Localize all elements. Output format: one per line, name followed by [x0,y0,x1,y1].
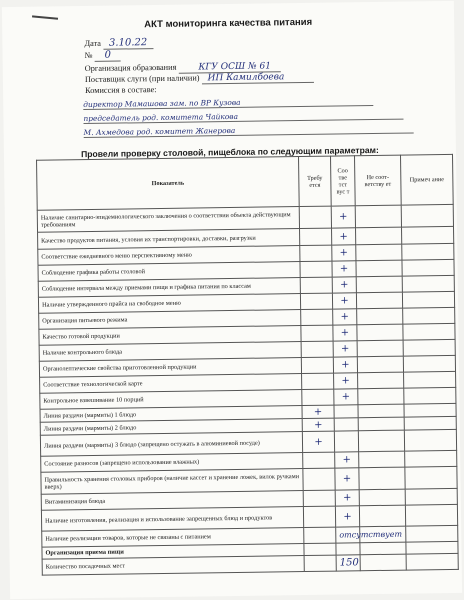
not-complies-cell [359,451,405,468]
row-label: Состояние разносов (запрещено использование влажных) [41,453,303,473]
not-complies-cell [356,292,402,309]
row-label: Соответствие технологической карте [40,374,302,394]
complies-cell: + [335,490,359,506]
complies-cell [334,405,358,418]
note-cell [403,323,455,340]
complies-cell: + [333,309,357,325]
date-value: 3.10.22 [103,37,153,50]
not-complies-cell [355,205,401,228]
row-label: Линия раздачи (мармиты) 1 блюдо [40,406,302,423]
row-label: Наличие утвержденного прайса на свободное меню [38,294,300,314]
note-cell [405,466,457,489]
inspection-table [36,154,459,576]
row-label: Наличие санитарно-эпидемиологического заключения о соответствии объекта действующим требованиям [37,207,299,233]
row-label: Правильность хранения столовых приборов (наличие кассет и хранение ложек, вилок ручками вверх) [41,469,303,495]
required-cell [303,452,335,468]
document-sheet [2,1,462,599]
row-label: Соблюдение интервала между приемами пищи и графика питания по классам [38,278,300,298]
required-cell [301,357,333,373]
not-complies-cell [360,554,406,571]
required-cell [302,373,334,389]
required-cell [304,527,336,543]
not-complies-cell [356,260,402,277]
note-cell [406,553,458,570]
required-cell [302,389,334,405]
not-complies-cell [358,417,404,431]
table-header-row [37,154,454,210]
complies-cell: + [333,357,357,373]
row-label: Органолептические свойства приготовленной продукции [39,358,301,378]
required-cell: + [302,405,334,418]
row-label: Соответствие ежедневного меню перспективному меню [38,246,300,266]
note-cell [403,339,455,356]
row-label: Линия раздачи (мармиты) 3 блюдо (запрещено остужать в алюминиевой посуде) [40,432,302,457]
required-cell [304,543,336,555]
column-header: Соо тве тст вус т [331,156,356,206]
row-label: Наличие реализации товаров, которые не связаны с питанием [42,528,304,548]
org-label: Организация образования [84,62,177,74]
complies-cell: + [331,206,355,228]
date-row [84,37,153,49]
not-complies-cell [358,388,404,405]
commission-line: директор Мамашова зам. по ВР Кузова [83,96,373,110]
column-header: Примеч ание [400,154,453,205]
complies-cell: + [333,325,357,341]
complies-cell: + [332,245,356,261]
required-cell: + [302,418,334,431]
required-cell [300,245,332,261]
required-cell [303,506,335,527]
note-cell [404,429,456,451]
note-cell [405,450,457,467]
not-complies-cell [358,430,404,452]
note-cell [403,355,455,372]
org-value: КГУ ОСШ № 61 [178,61,281,73]
row-label: Линия раздачи (мармиты) 2 блюдо [40,419,302,436]
complies-cell: + [335,452,359,468]
row-label: Организация питьевого режима [39,310,301,330]
number-label: № [84,50,93,61]
required-cell [301,309,333,325]
complies-cell [336,543,360,555]
row-label: Организация приема пищи [42,544,304,560]
note-cell [402,291,454,308]
note-cell [402,275,454,292]
required-cell [301,341,333,357]
complies-cell: + [332,228,356,245]
row-label: Наличие изготовления, реализация и использование запрещенных блюд и продуктов [41,507,303,532]
note-cell [405,504,457,526]
number-row [84,50,121,62]
supplier-value: ИП Камилбоева [202,72,315,85]
note-cell [404,387,456,404]
supplier-label: Поставщик слуги (при наличии) [84,73,200,85]
column-header: Показатель [37,157,300,211]
supplier-row [85,72,315,85]
note-cell [404,403,456,417]
complies-cell: + [334,373,358,389]
not-complies-cell [356,244,402,261]
required-cell: + [302,431,334,452]
note-cell [404,416,456,430]
not-complies-cell [356,227,402,245]
required-cell [300,261,332,277]
complies-cell: + [335,506,359,527]
date-label: Дата [84,38,102,49]
row-label: Количество посадочных мест [42,556,304,576]
commission-label: Комиссия в составе: [84,85,157,96]
required-cell [303,468,335,490]
note-cell [405,488,457,505]
note-cell [402,259,454,276]
commission-line: председатель род. комитета Чайкова [83,110,403,124]
not-complies-cell [358,404,404,418]
complies-cell: + [332,261,356,277]
table-subtitle: Провели проверку столовой, пищеблока по следующим параметрам: [80,144,379,160]
column-header: Не соот- ветству ет [354,155,401,206]
column-header: Требу ется [299,156,332,206]
not-complies-cell [357,356,403,373]
required-cell [300,293,332,309]
complies-cell: + [333,341,357,357]
not-complies-cell [359,489,405,506]
note-cell [401,204,453,227]
complies-cell: + [332,293,356,309]
commission-line: М. Ахмедова род. комитет Жанерова [84,123,414,138]
not-complies-cell [357,340,403,357]
not-complies-cell [360,542,406,555]
required-cell [304,555,336,571]
not-complies-cell [359,467,405,490]
note-cell [401,226,453,244]
note-cell [403,307,455,324]
complies-cell: отсутствует [336,527,360,543]
not-complies-cell [358,372,404,389]
complies-cell: + [332,277,356,293]
required-cell [300,228,332,245]
row-label: Качество готовой продукции [39,326,301,346]
complies-cell: 150 [336,555,360,571]
row-label: Соблюдение графика работы столовой [38,262,300,282]
not-complies-cell [359,505,405,527]
number-value: 0 [94,50,121,62]
complies-cell: + [335,468,359,490]
not-complies-cell [356,276,402,293]
row-label: Качество продуктов питания, условия их транспортировки, доставки, разгрузки [38,229,300,250]
row-label: Наличие контрольного блюда [39,342,301,362]
required-cell [300,277,332,293]
pen-mark [32,15,58,19]
not-complies-cell [357,324,403,341]
note-cell [406,541,458,554]
required-cell [303,490,335,506]
note-cell [406,525,458,542]
required-cell [301,325,333,341]
note-cell [404,371,456,388]
row-label: Витаминизация блюда [41,491,303,511]
note-cell [402,243,454,260]
complies-cell: + [334,389,358,405]
complies-cell [334,431,358,452]
page-title: АКТ мониторинга качества питания [144,16,313,31]
not-complies-cell [357,308,403,325]
required-cell [299,206,331,228]
row-label: Контрольное взвешивание 10 порций [40,390,302,410]
complies-cell [334,418,358,431]
